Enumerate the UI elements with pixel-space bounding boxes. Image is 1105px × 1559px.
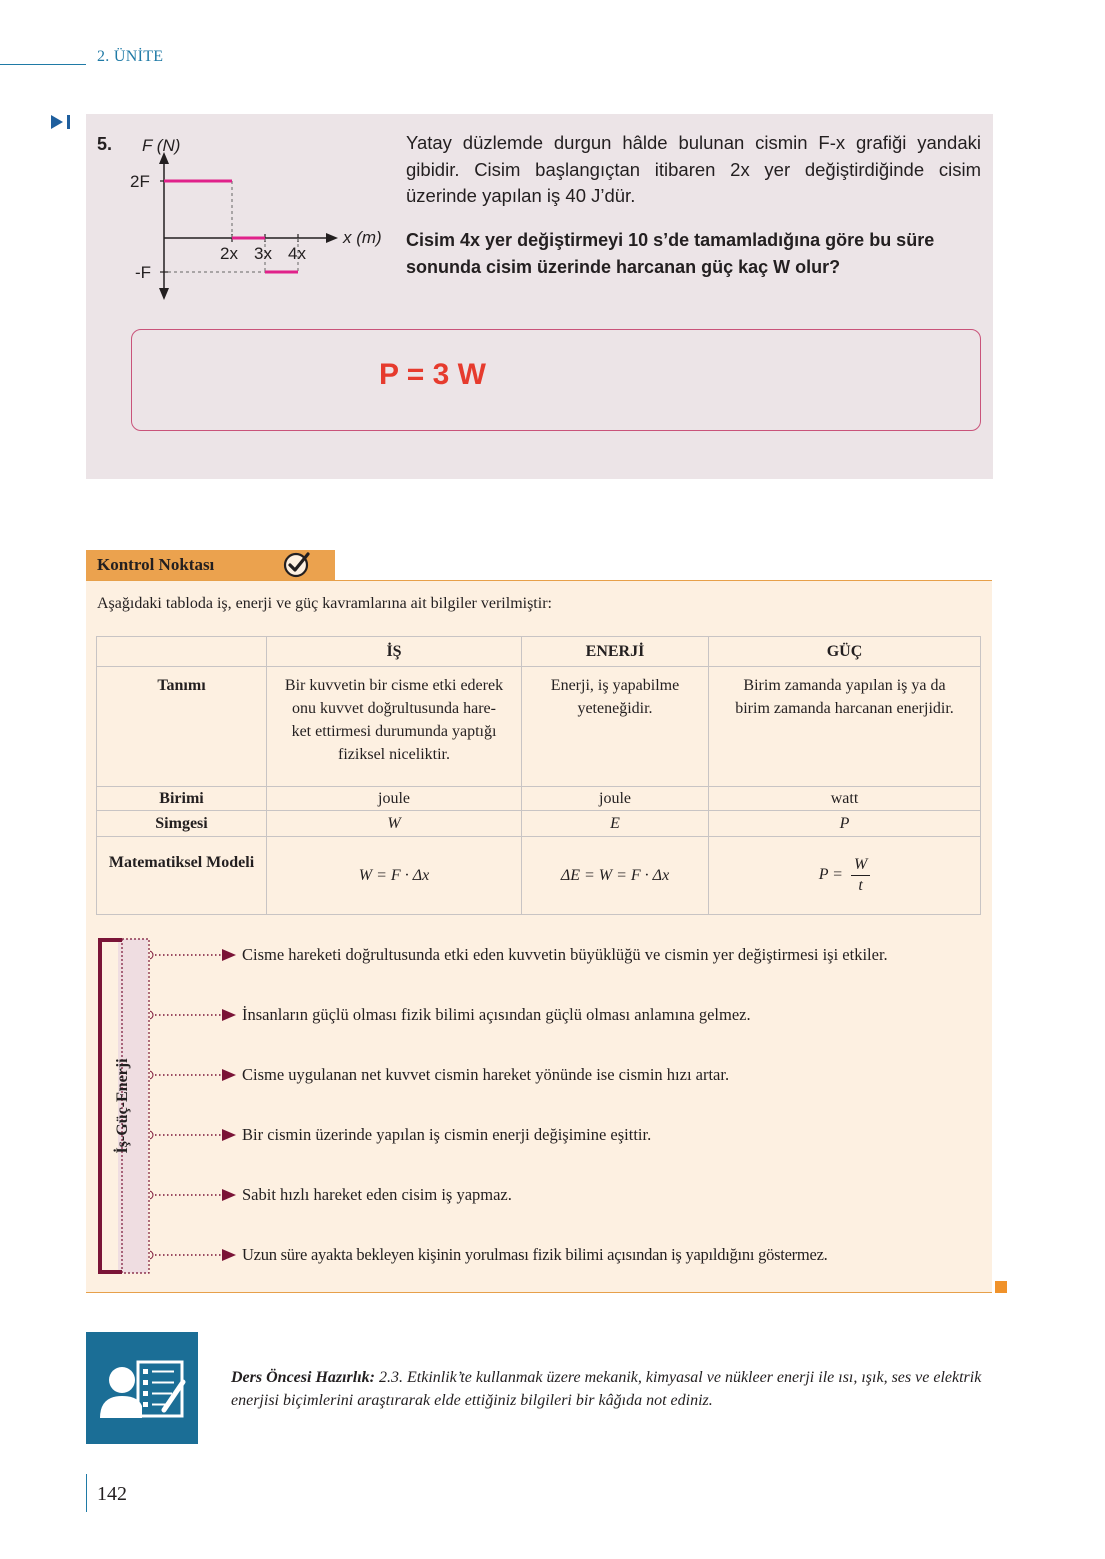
question-line: Yatay düzlemde durgun hâlde bulunan cismin F-x grafiği yandaki <box>406 132 981 153</box>
prep-note <box>231 1366 999 1412</box>
arrow-connector-icon <box>150 1123 245 1147</box>
footer-rule <box>86 1474 87 1512</box>
cell-tanim-is <box>267 667 522 787</box>
statement-text: Cisme uygulanan net kuvvet cismin hareket yönünde ise cismin hızı artar. <box>242 1065 730 1084</box>
arrow-connector-icon <box>150 1183 245 1207</box>
y-axis-label: F (N) <box>142 136 181 155</box>
table-header-row <box>97 637 981 667</box>
table-header-guc: GÜÇ <box>709 637 981 667</box>
prep-label: Ders Öncesi Hazırlık: <box>231 1369 375 1386</box>
table-header-enerji: ENERJİ <box>522 637 709 667</box>
row-label-model: Matematiksel Modeli <box>97 837 267 915</box>
formula-lhs: P = <box>818 866 843 884</box>
x-axis-label: x (m) <box>343 228 382 247</box>
x-tick-2x: 2x <box>220 244 238 263</box>
kontrol-top-rule <box>86 580 992 581</box>
arrow-connector-icon <box>150 1063 245 1087</box>
table-row <box>97 787 981 811</box>
table-row <box>97 667 981 787</box>
y-tick-minus-f: -F <box>135 263 152 282</box>
table-row <box>97 811 981 837</box>
question-text <box>406 130 981 210</box>
cell-line: Birim zamanda yapılan iş ya da <box>743 677 946 694</box>
x-tick-4x: 4x <box>288 244 306 263</box>
kontrol-bottom-rule <box>86 1292 992 1293</box>
page-number: 142 <box>97 1483 127 1505</box>
cell-line: onu kuvvet doğrultusunda hare- <box>292 700 496 717</box>
table-row <box>97 837 981 915</box>
cell-model-enerji: ΔE = W = F · Δx <box>522 837 709 915</box>
answer-box <box>131 329 981 431</box>
section-end-marker <box>995 1281 1007 1293</box>
statement-text: Sabit hızlı hareket eden cisim iş yapmaz. <box>242 1185 512 1204</box>
kontrol-intro: Aşağıdaki tabloda iş, enerji ve güç kavramlarına ait bilgiler verilmiştir: <box>97 595 552 612</box>
fraction-numerator: W <box>851 855 870 876</box>
arrow-connector-icon <box>150 1003 245 1027</box>
answer-text: P = 3 W <box>379 358 486 391</box>
cell-line: fiziksel niceliktir. <box>338 746 450 763</box>
question-line: gibidir. Cisim başlangıçtan itibaren 2x yer değiştirdiğinde cisim <box>406 158 981 180</box>
statement-text: İnsanların güçlü olması fizik bilimi açısından güçlü olması anlamına gelmez. <box>242 1005 751 1024</box>
cell-line: ket ettirmesi durumunda yaptığı <box>291 723 497 740</box>
table-header-is: İŞ <box>267 637 522 667</box>
formula-fraction <box>851 855 870 896</box>
statement-text: Cisme hareketi doğrultusunda etki eden kuvvetin büyüklüğü ve cismin yer değiştirmesi işi etkiler. <box>242 945 888 964</box>
prep-icon-box <box>86 1332 198 1444</box>
force-position-graph <box>120 128 400 303</box>
question-prompt-line: sonunda cisim üzerinde harcanan güç kaç W olur? <box>406 256 841 277</box>
question-prompt-line: Cisim 4x yer değiştirmeyi 10 s’de tamamladığına göre bu süre <box>406 230 935 250</box>
cell-simge-is: W <box>267 811 522 837</box>
cell-tanim-enerji <box>522 667 709 787</box>
cell-tanim-guc <box>709 667 981 787</box>
row-label-birim: Birimi <box>97 787 267 811</box>
concept-label-text: İş-Güç-Enerji <box>114 1058 131 1154</box>
arrow-connector-icon <box>150 1243 245 1267</box>
question-number: 5. <box>97 134 113 154</box>
row-label-simge: Simgesi <box>97 811 267 837</box>
cell-birim-guc: watt <box>709 787 981 811</box>
cell-line: Enerji, iş yapabilme <box>550 677 680 694</box>
prep-body: 2.3. Etkinlik’te kullanmak üzere mekanik, kimyasal ve nükleer enerji ile ısı, ışık, ses ve elektrik enerjisi biçimlerini araştırarak elde ettiğiniz bilgileri bir kâğıda not ediniz. <box>231 1369 982 1409</box>
fraction-denominator: t <box>858 877 863 894</box>
table-header-empty <box>97 637 267 667</box>
cell-birim-is: joule <box>267 787 522 811</box>
arrow-connector-icon <box>150 943 245 967</box>
cell-simge-guc: P <box>709 811 981 837</box>
cell-birim-enerji: joule <box>522 787 709 811</box>
concept-table <box>96 636 981 915</box>
play-icon <box>51 114 73 130</box>
y-tick-2f: 2F <box>130 172 150 191</box>
cell-line: birim zamanda harcanan enerjidir. <box>735 700 954 717</box>
cell-model-is: W = F · Δx <box>267 837 522 915</box>
check-icon <box>281 549 313 579</box>
cell-simge-enerji: E <box>522 811 709 837</box>
question-line: üzerinde yapılan iş 40 J’dür. <box>406 185 636 206</box>
student-checklist-icon <box>86 1332 198 1444</box>
cell-model-guc <box>709 837 981 915</box>
question-prompt <box>406 227 986 280</box>
statement-text: Bir cismin üzerinde yapılan iş cismin enerji değişimine eşittir. <box>242 1125 652 1144</box>
statement-text: Uzun süre ayakta bekleyen kişinin yorulması fizik bilimi açısından iş yapıldığını göstermez. <box>242 1245 828 1264</box>
header-rule <box>0 64 86 65</box>
row-label-tanim: Tanımı <box>97 667 267 787</box>
cell-line: yeteneğidir. <box>577 700 653 717</box>
unit-label: 2. ÜNİTE <box>97 48 164 65</box>
cell-line: Bir kuvvetin bir cisme etki ederek <box>284 677 504 694</box>
kontrol-title: Kontrol Noktası <box>97 555 215 574</box>
x-tick-3x: 3x <box>254 244 272 263</box>
